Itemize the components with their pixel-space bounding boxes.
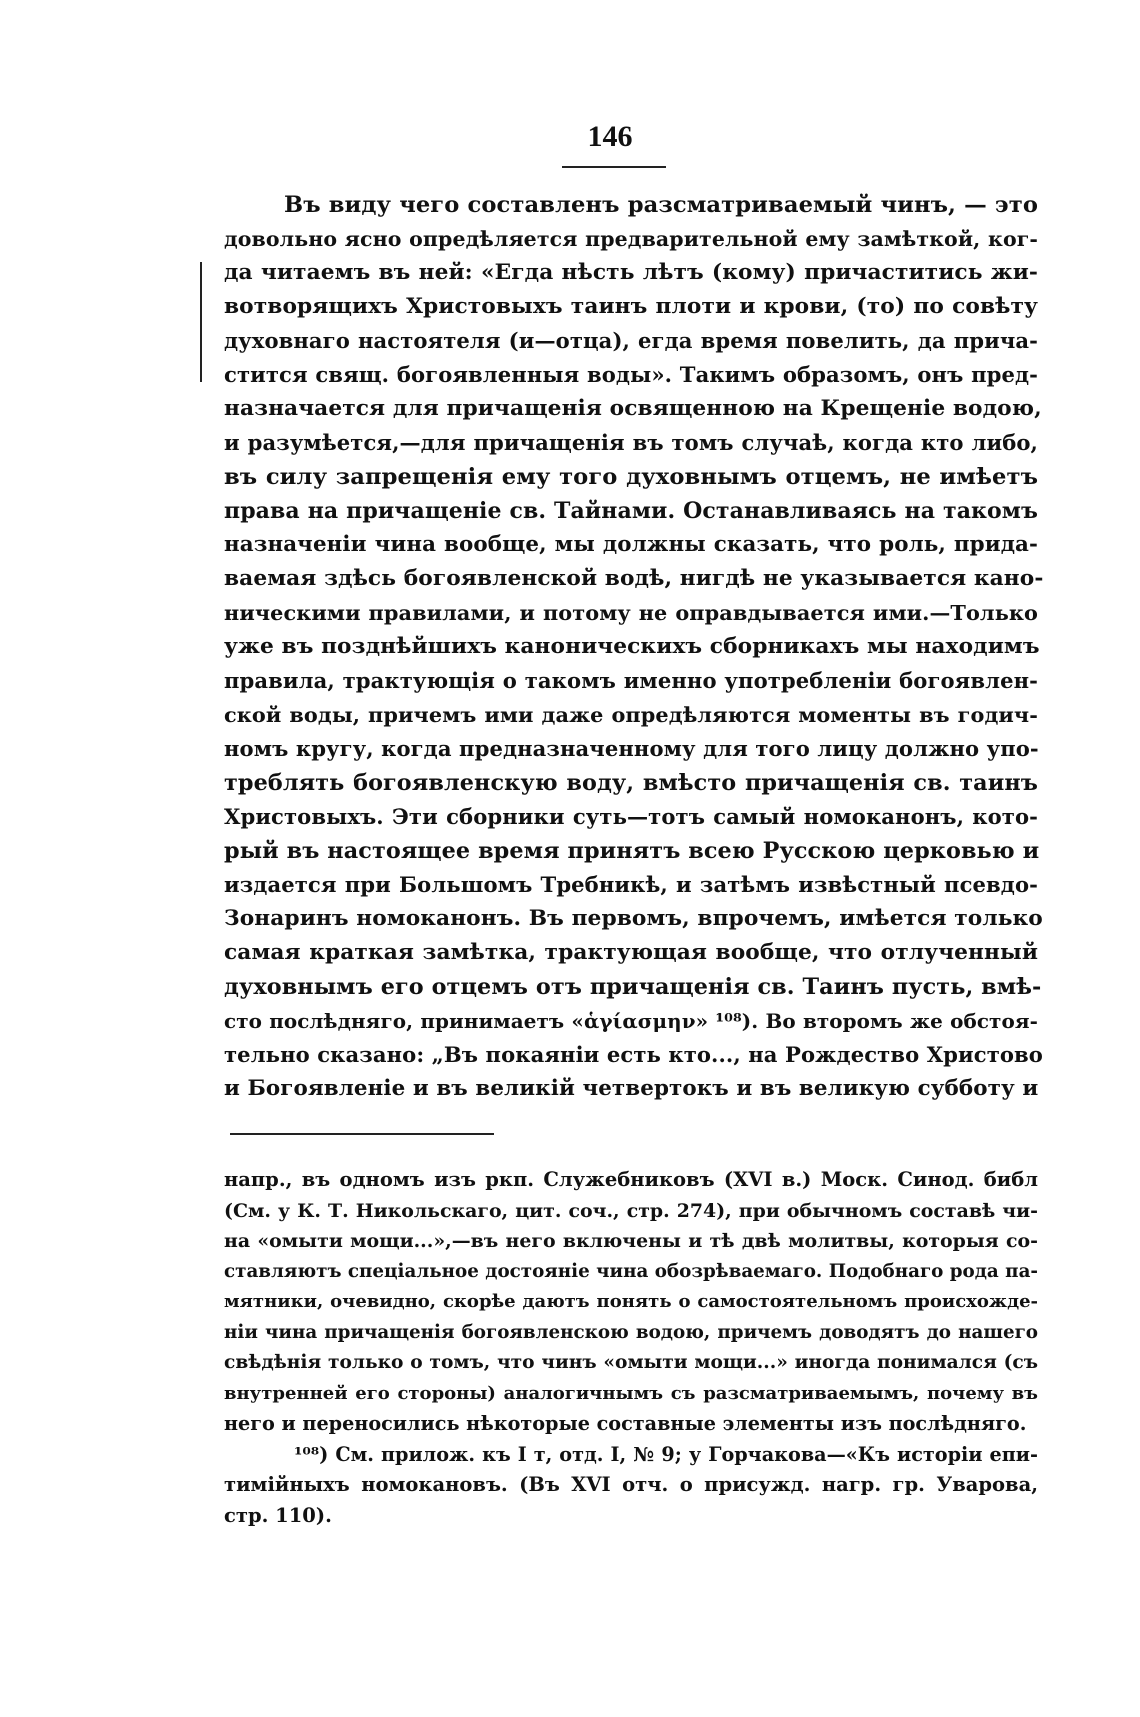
footnote-line: него и переносились нѣкоторые составные элементы изъ послѣдняго. xyxy=(224,1412,1027,1435)
text-line: ваемая здѣсь богоявленской водѣ, нигдѣ не указывается кано- xyxy=(224,566,1044,591)
footnote-rule xyxy=(230,1133,494,1135)
text-line: стится свящ. богоявленныя воды». Такимъ образомъ, онъ пред- xyxy=(224,362,1038,387)
footnote-line: стр. 110). xyxy=(224,1503,332,1527)
footnote-line: на «омыти мощи...»,—въ него включены и тѣ двѣ молитвы, которыя со- xyxy=(224,1230,1038,1252)
text-line: и разумѣется,—для причащенія въ томъ случаѣ, когда кто либо, xyxy=(224,430,1038,455)
margin-mark xyxy=(200,262,202,382)
footnote-line: мятники, очевидно, скорѣе даютъ понять о самостоятельномъ происхожде- xyxy=(224,1291,1038,1312)
footnote-line: напр., въ одномъ изъ ркп. Служебниковъ (XVI в.) Моск. Синод. библ xyxy=(224,1168,1038,1191)
main-text xyxy=(224,188,1044,1106)
text-line: самая краткая замѣтка, трактующая вообще, что отлученный xyxy=(224,940,1038,965)
text-line: номъ кругу, когда предназначенному для того лицу должно упо- xyxy=(224,736,1039,761)
text-line: довольно ясно опредѣляется предварительной ему замѣткой, ког- xyxy=(224,227,1038,251)
text-line: вотворящихъ Христовыхъ таинъ плоти и крови, (то) по совѣту xyxy=(224,294,1038,319)
text-line: сто послѣдняго, принимаетъ «ἁγίασμην» ¹⁰⁸). Во второмъ же обстоя- xyxy=(224,1009,1038,1033)
text-line: издается при Большомъ Требникѣ, и затѣмъ извѣстный псевдо- xyxy=(224,872,1038,897)
text-line: въ силу запрещенія ему того духовнымъ отцемъ, не имѣетъ xyxy=(224,464,1038,490)
footnote-line: тимійныхъ номокановъ. (Въ XVI отч. о присужд. нагр. гр. Уварова, xyxy=(224,1473,1038,1496)
footnote-line: ¹⁰⁸) См. прилож. къ I т, отд. I, № 9; у Горчакова—«Къ исторіи епи- xyxy=(294,1442,1038,1466)
text-line: ской воды, причемъ ими даже опредѣляются моменты въ годич- xyxy=(224,702,1038,727)
text-line: Въ виду чего составленъ разсматриваемый чинъ, — это xyxy=(284,192,1038,218)
text-line: права на причащеніе св. Тайнами. Останавливаясь на такомъ xyxy=(224,498,1038,524)
text-line: да читаемъ въ ней: «Егда нѣсть лѣтъ (кому) причаститись жи- xyxy=(224,260,1038,285)
text-line: рый въ настоящее время принятъ всею Русскою церковью и xyxy=(224,838,1040,864)
footnotes xyxy=(224,1165,1038,1531)
page-number: 146 xyxy=(587,120,633,153)
text-line: правила, трактующія о такомъ именно употребленіи богоявлен- xyxy=(224,668,1038,693)
text-line: назначеніи чина вообще, мы должны сказать, что роль, прида- xyxy=(224,532,1038,557)
footnote-line: свѣдѣнія только о томъ, что чинъ «омыти мощи...» иногда понимался (съ xyxy=(224,1352,1038,1373)
text-line: уже въ позднѣйшихъ каноническихъ сборникахъ мы находимъ xyxy=(224,634,1040,659)
text-line: тельно сказано: „Въ покаяніи есть кто..., на Рождество Христово xyxy=(224,1042,1043,1067)
text-line: Христовыхъ. Эти сборники суть—тотъ самый номоканонъ, кото- xyxy=(224,804,1038,829)
text-line: духовнаго настоятеля (и—отца), егда время повелить, да прича- xyxy=(224,328,1038,353)
text-line: назначается для причащенія освященною на Крещеніе водою, xyxy=(224,396,1042,421)
text-line: и Богоявленіе и въ великій четвертокъ и въ великую субботу и xyxy=(224,1076,1039,1101)
footnote-line: (См. у К. Т. Никольскаго, цит. соч., стр. 274), при обычномъ составѣ чи- xyxy=(224,1199,1038,1222)
footnote-line: ставляютъ спеціальное достояніе чина обозрѣваемаго. Подобнаго рода па- xyxy=(224,1260,1038,1282)
footnote-line: внутренней его стороны) аналогичнымъ съ разсматриваемымъ, почему въ xyxy=(224,1382,1038,1404)
footnote-line: ніи чина причащенія богоявленскою водою, причемъ доводятъ до нашего xyxy=(224,1321,1038,1343)
text-line: духовнымъ его отцемъ отъ причащенія св. Таинъ пусть, вмѣ- xyxy=(224,974,1042,1000)
text-line: ническими правилами, и потому не оправдывается ими.—Только xyxy=(224,600,1038,625)
page-number-rule xyxy=(562,166,666,168)
text-line: треблять богоявленскую воду, вмѣсто причащенія св. таинъ xyxy=(224,770,1038,796)
text-line: Зонаринъ номоканонъ. Въ первомъ, впрочемъ, имѣется только xyxy=(224,906,1043,931)
